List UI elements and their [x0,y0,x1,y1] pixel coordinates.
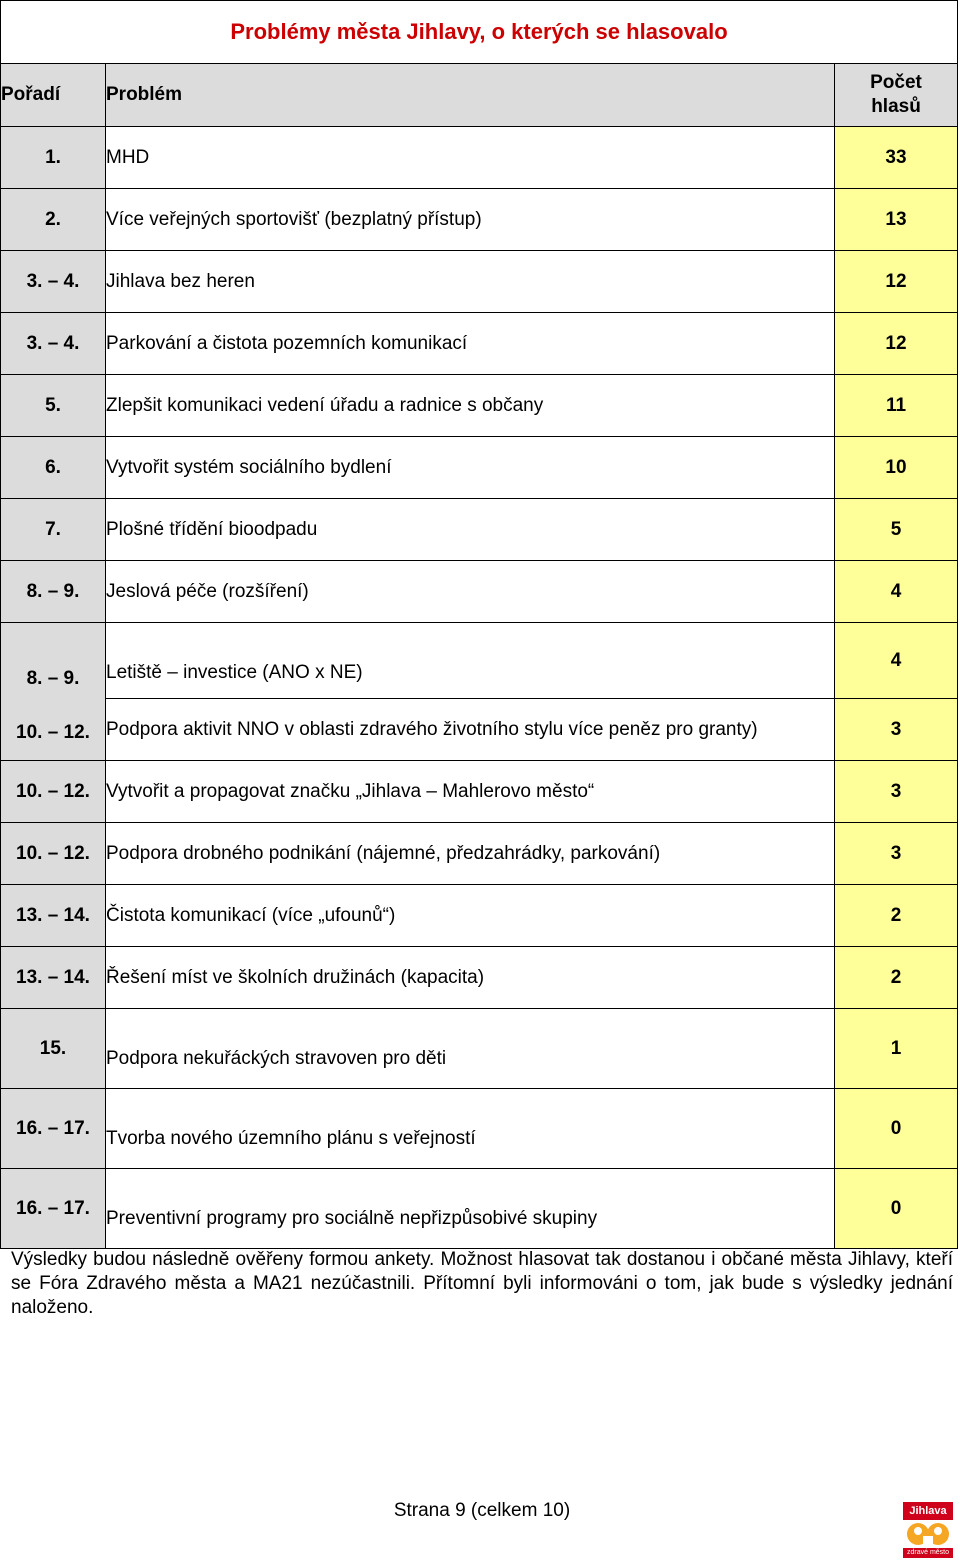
vote-count-cell: 2 [835,947,958,1009]
problem-cell: Více veřejných sportovišť (bezplatný přístup) [106,189,835,251]
rank-cell: 15. [1,1009,106,1089]
table-row [1,499,958,561]
vote-count-cell: 4 [835,561,958,623]
vote-count-cell: 12 [835,313,958,375]
vote-count-cell: 0 [835,1169,958,1249]
rank-label: 8. – 9. [26,667,80,689]
header-count-line1: Počet [870,72,922,93]
rank-cell: 6. [1,437,106,499]
problem-cell: Podpora drobného podnikání (nájemné, předzahrádky, parkování) [106,823,835,885]
vote-count-cell: 4 [835,623,958,699]
header-count [835,64,958,127]
rank-cell: 13. – 14. [1,885,106,947]
results-note: Výsledky budou následně ověřeny formou ankety. Možnost hlasovat tak dostanou i občané města Jihlavy, kteří se Fóra Zdravého města a MA21 nezúčastnili. Přítomní byli informováni o tom, jak bude s výsledky jednání naloženo. [11,1249,953,1318]
problem-cell: Čistota komunikací (více „ufounů“) [106,885,835,947]
header-rank: Pořadí [1,64,106,127]
problem-cell: Vytvořit systém sociálního bydlení [106,437,835,499]
problem-cell: Letiště – investice (ANO x NE) [106,623,835,699]
problem-cell: Preventivní programy pro sociálně nepřizpůsobivé skupiny [106,1169,835,1249]
table-row [1,313,958,375]
table-row [1,823,958,885]
rank-cell: 3. – 4. [1,251,106,313]
table-row [1,437,958,499]
header-count-line2: hlasů [871,96,921,117]
rank-cell-merged [1,623,106,761]
problem-cell: Jeslová péče (rozšíření) [106,561,835,623]
vote-count-cell: 3 [835,823,958,885]
table-row [1,127,958,189]
problem-cell: Tvorba nového územního plánu s veřejností [106,1089,835,1169]
table-row [1,375,958,437]
problem-cell: Podpora nekuřáckých stravoven pro děti [106,1009,835,1089]
vote-count-cell: 12 [835,251,958,313]
vote-count-cell: 10 [835,437,958,499]
vote-count-cell: 33 [835,127,958,189]
problem-cell: Parkování a čistota pozemních komunikací [106,313,835,375]
table-title [1,1,958,64]
problem-cell: Řešení míst ve školních družinách (kapacita) [106,947,835,1009]
table-row [1,1169,958,1249]
problem-cell: MHD [106,127,835,189]
table-row [1,699,958,761]
rank-cell: 1. [1,127,106,189]
logo-emblem-icon [903,1520,953,1548]
logo-subtitle: zdravé město [903,1548,953,1558]
rank-cell: 3. – 4. [1,313,106,375]
vote-count-cell: 2 [835,885,958,947]
header-row [1,64,958,127]
healthy-city-logo [903,1502,953,1558]
rank-cell: 5. [1,375,106,437]
table-row [1,947,958,1009]
vote-count-cell: 11 [835,375,958,437]
table-title-text: Problémy města Jihlavy, o kterých se hlasovalo [230,19,728,44]
problem-cell: Jihlava bez heren [106,251,835,313]
table-row [1,189,958,251]
table-row [1,1089,958,1169]
vote-count-cell: 3 [835,699,958,761]
rank-cell: 10. – 12. [1,823,106,885]
rank-cell: 16. – 17. [1,1169,106,1249]
vote-count-cell: 3 [835,761,958,823]
problem-cell: Plošné třídění bioodpadu [106,499,835,561]
header-problem: Problém [106,64,835,127]
table-row [1,761,958,823]
rank-cell: 8. – 9. [1,561,106,623]
table-row [1,885,958,947]
rank-cell: 2. [1,189,106,251]
vote-count-cell: 13 [835,189,958,251]
title-row [1,1,958,64]
rank-cell: 16. – 17. [1,1089,106,1169]
problem-cell: Vytvořit a propagovat značku „Jihlava – Mahlerovo město“ [106,761,835,823]
vote-count-cell: 0 [835,1089,958,1169]
table-row [1,1009,958,1089]
table-row [1,251,958,313]
problem-cell: Podpora aktivit NNO v oblasti zdravého životního stylu více peněz pro granty) [106,699,835,761]
rank-cell: 13. – 14. [1,947,106,1009]
page-footer: Strana 9 (celkem 10) [393,1500,571,1521]
table-row [1,623,958,699]
logo-title: Jihlava [903,1502,953,1520]
vote-count-cell: 5 [835,499,958,561]
rank-cell: 7. [1,499,106,561]
table-row [1,561,958,623]
rank-label: 10. – 12. [16,721,90,743]
vote-count-cell: 1 [835,1009,958,1089]
rank-cell: 10. – 12. [1,761,106,823]
problem-cell: Zlepšit komunikaci vedení úřadu a radnice s občany [106,375,835,437]
